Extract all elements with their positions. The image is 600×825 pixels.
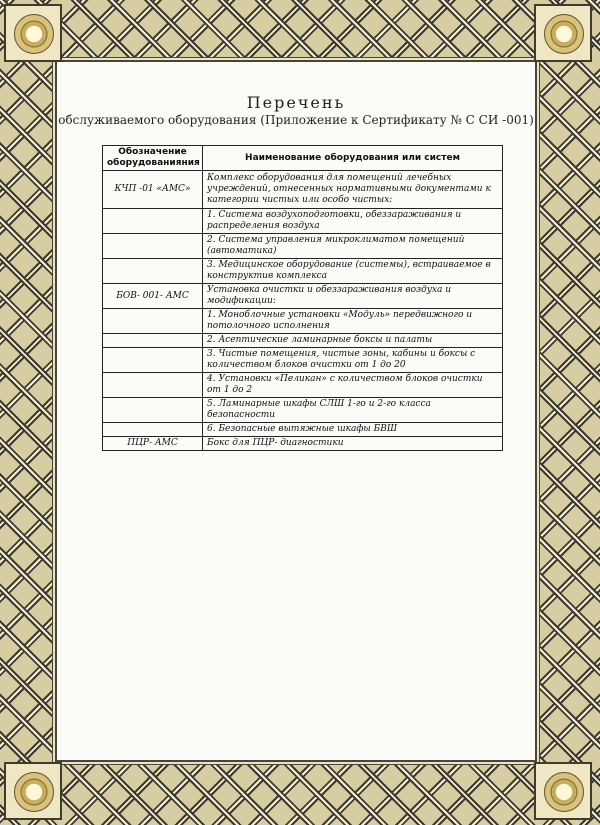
header-code: Обозначение оборудованияния <box>103 146 203 171</box>
corner-ornament-top-left <box>4 4 62 62</box>
row-code <box>103 373 203 398</box>
row-name: 3. Чистые помещения, чистые зоны, кабины и боксы с количеством блоков очистки от 1 до 20 <box>203 348 503 373</box>
row-name: 4. Установки «Пеликан» с количеством блоков очистки от 1 до 2 <box>203 373 503 398</box>
row-name: 1. Моноблочные установки «Модуль» передвижного и потолочного исполнения <box>203 309 503 334</box>
corner-ornament-bottom-left <box>4 762 62 820</box>
row-name: 3. Медицинское оборудование (системы), встраиваемое в конструктив комплекса <box>203 259 503 284</box>
table-row <box>103 171 503 209</box>
row-code <box>103 334 203 348</box>
row-name: Комплекс оборудования для помещений лечебных учреждений, отнесенных нормативными документами к категории чистых или особо чистых: <box>203 171 503 209</box>
row-name: 5. Ламинарные шкафы СЛШ 1-го и 2-го класса безопасности <box>203 398 503 423</box>
header-name: Наименование оборудования или систем <box>203 146 503 171</box>
rosette-icon <box>14 14 54 54</box>
equipment-table <box>102 145 503 451</box>
row-code: ПЦР- АМС <box>103 437 203 451</box>
row-code <box>103 398 203 423</box>
table-row <box>103 373 503 398</box>
row-code <box>103 259 203 284</box>
row-code: КЧП -01 «АМС» <box>103 171 203 209</box>
row-code <box>103 209 203 234</box>
row-name: Бокс для ПЦР- диагностики <box>203 437 503 451</box>
rosette-icon <box>544 772 584 812</box>
row-code <box>103 348 203 373</box>
table-row <box>103 334 503 348</box>
table-row <box>103 309 503 334</box>
row-code <box>103 423 203 437</box>
document-subtitle: обслуживаемого оборудования (Приложение к Сертификату № С СИ -001) <box>58 113 534 127</box>
table-row <box>103 437 503 451</box>
row-name: 6. Безопасные вытяжные шкафы БВШ <box>203 423 503 437</box>
row-name: 1. Система воздухоподготовки, обеззараживания и распределения воздуха <box>203 209 503 234</box>
rosette-icon <box>14 772 54 812</box>
table-row <box>103 348 503 373</box>
row-name: 2. Асептические ламинарные боксы и палаты <box>203 334 503 348</box>
table-row <box>103 284 503 309</box>
table-row <box>103 423 503 437</box>
table-header-row <box>103 146 503 171</box>
table-row <box>103 398 503 423</box>
row-code: БОВ- 001- АМС <box>103 284 203 309</box>
corner-ornament-top-right <box>534 4 592 62</box>
corner-ornament-bottom-right <box>534 762 592 820</box>
row-name: 2. Система управления микроклиматом помещений (автоматика) <box>203 234 503 259</box>
rosette-icon <box>544 14 584 54</box>
row-code <box>103 309 203 334</box>
table-row <box>103 209 503 234</box>
row-code <box>103 234 203 259</box>
document-title: Перечень <box>246 93 346 112</box>
table-row <box>103 234 503 259</box>
row-name: Установка очистки и обеззараживания воздуха и модификации: <box>203 284 503 309</box>
table-row <box>103 259 503 284</box>
